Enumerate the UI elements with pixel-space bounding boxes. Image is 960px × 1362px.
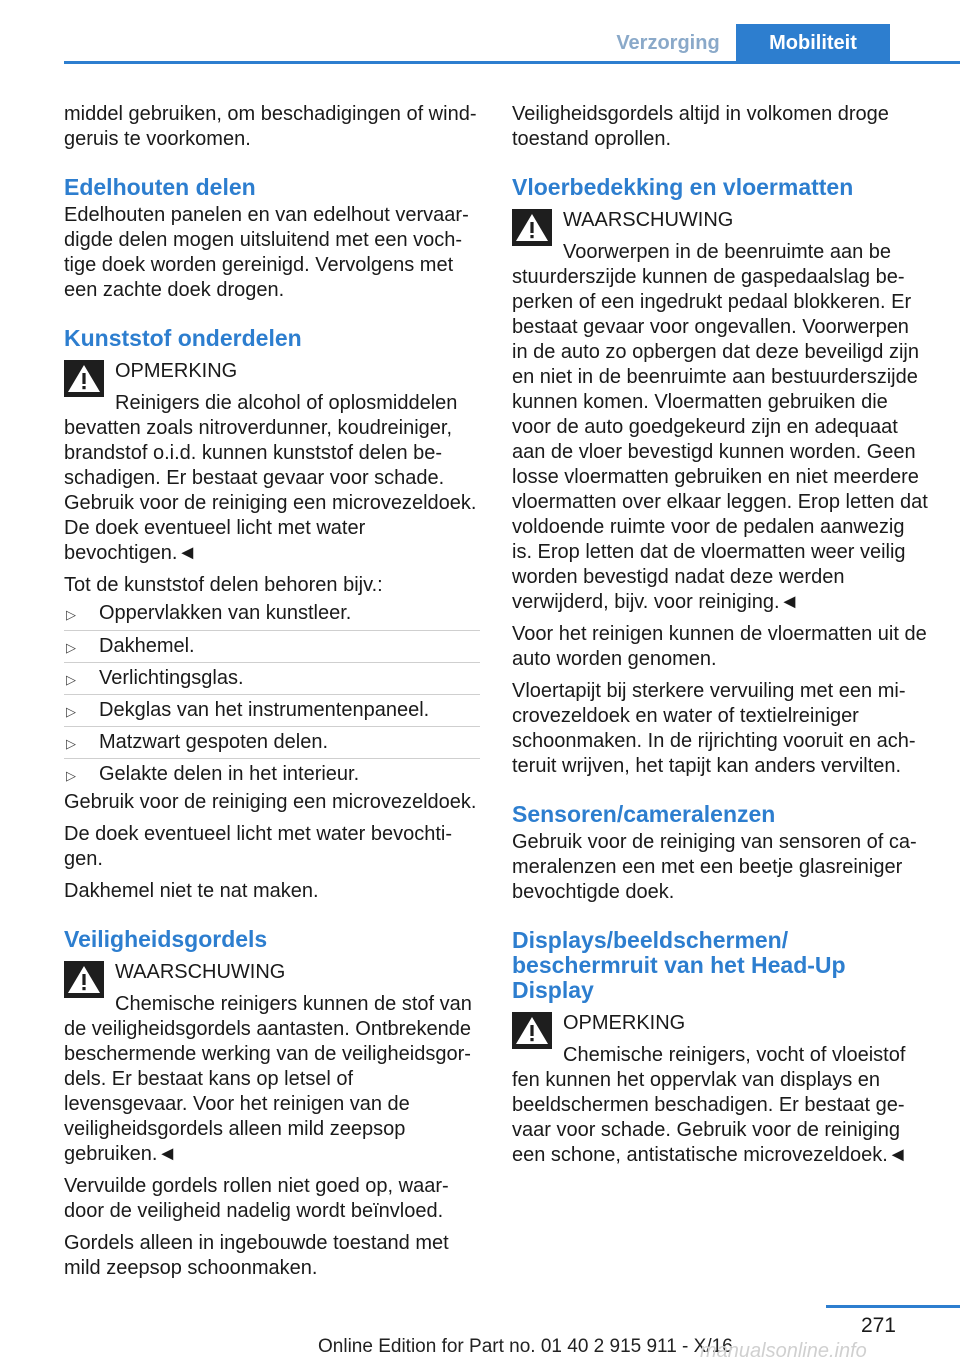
triangle-bullet-icon: ▷ — [66, 704, 76, 719]
triangle-bullet-icon: ▷ — [66, 607, 76, 622]
note-first-line: Reinigers die alcohol of oplosmiddelen — [115, 392, 458, 414]
triangle-bullet-icon: ▷ — [66, 768, 76, 783]
mats-paragraph-1: Voor het reinigen kunnen de vloermatten uit de auto worden genomen. — [512, 623, 927, 670]
heading-veiligheidsgordels: Veiligheidsgordels — [64, 926, 268, 952]
list-item — [64, 694, 480, 726]
warning-triangle-icon — [64, 360, 104, 397]
warning-triangle-icon — [512, 1012, 552, 1049]
list-item — [64, 758, 480, 790]
note-first-line: Voorwerpen in de beenruimte aan be — [563, 241, 892, 263]
heading-sensoren: Sensoren/cameralenzen — [512, 801, 776, 827]
left-column — [64, 102, 480, 1281]
right-column — [512, 102, 928, 1168]
list-item-text: Gelakte delen in het interieur. — [99, 763, 360, 785]
triangle-bullet-icon: ▷ — [66, 672, 76, 687]
wood-text: Edelhouten panelen en van edelhout vervaardigde delen mogen uitsluitend met een vochtige doek worden gereinigd. Vervolgens met een zachte doek drogen. — [64, 204, 469, 301]
heading-edelhouten-delen: Edelhouten delen — [64, 174, 256, 200]
note-label: WAARSCHUWING — [563, 209, 734, 231]
note-first-line: Chemische reinigers, vocht of vloeistof — [563, 1044, 906, 1066]
mats-note — [512, 208, 928, 615]
footer-rule — [826, 1305, 960, 1308]
plastic-intro: Tot de kunststof delen behoren bijv.: — [64, 574, 383, 596]
plastic-paragraph-2: De doek eventueel licht met water bevochtigen. — [64, 823, 452, 870]
edition-text: Online Edition for Part no. 01 40 2 915 911 - X/16 — [318, 1336, 733, 1357]
list-item — [64, 726, 480, 758]
note-body: de veiligheidsgordels aantasten. Ontbrekende beschermende werking van de veiligheidsgordels. Er bestaat kans op letsel of levensgevaar. Voor het reinigen van de veiligheidsgordels alleen mild zeepsop gebruiken.◄ — [64, 1018, 471, 1165]
list-item-text: Oppervlakken van kunstleer. — [99, 602, 352, 624]
plastic-paragraph-1: Gebruik voor de reiniging een microvezeldoek. — [64, 791, 477, 813]
note-body: fen kunnen het oppervlak van displays en beeldschermen beschadigen. Er bestaat gevaar voor schade. Gebruik voor de reiniging een schone, antistatische microvezeldoek.◄ — [512, 1069, 908, 1166]
intro-text: middel gebruiken, om beschadigingen of windgeruis te voorkomen. — [64, 103, 477, 150]
displays-note — [512, 1011, 928, 1168]
note-first-line: Chemische reinigers kunnen de stof van — [115, 993, 472, 1015]
list-item-text: Verlichtingsglas. — [99, 667, 244, 689]
list-item — [64, 662, 480, 694]
heading-kunststof-onderdelen: Kunststof onderdelen — [64, 325, 302, 351]
belts-note — [64, 960, 480, 1167]
belts-paragraph-1: Vervuilde gordels rollen niet goed op, waardoor de veiligheid nadelig wordt beïnvloed. — [64, 1175, 449, 1222]
triangle-bullet-icon: ▷ — [66, 640, 76, 655]
list-item — [64, 630, 480, 662]
watermark-text: manualsonline.info — [700, 1340, 867, 1362]
triangle-bullet-icon: ▷ — [66, 736, 76, 751]
list-item — [64, 598, 480, 630]
belts-paragraph-2: Gordels alleen in ingebouwde toestand met mild zeepsop schoonmaken. — [64, 1232, 449, 1279]
warning-triangle-icon — [64, 961, 104, 998]
warning-triangle-icon — [512, 209, 552, 246]
note-label: OPMERKING — [115, 360, 238, 382]
plastic-list — [64, 598, 480, 790]
heading-displays: Displays/beeldschermen/ beschermruit van het Head-Up Display — [512, 927, 846, 1003]
tab-verzorging[interactable]: Verzorging — [616, 32, 720, 54]
page-number: 271 — [860, 1314, 896, 1337]
belts-rolling-text: Veiligheidsgordels altijd in volkomen droge toestand oprollen. — [512, 103, 889, 150]
header-rule — [64, 61, 960, 64]
note-body: stuurderszijde kunnen de gaspedaalslag beperken of een ingedrukt pedaal blokkeren. Er bestaat gevaar voor ongevallen. Voorwerpen in de auto zo opbergen dat deze beveiligd zijn en niet in de beenruimte aan bestuurderszijde kunnen komen. Vloermatten gebruiken die voor de auto goedgekeurd zijn en adequaat aan de vloer bevestigd kunnen worden. Geen losse vloermatten gebruiken en niet meerdere vloermatten over elkaar leggen. Erop letten dat voldoende ruimte voor de pedalen aanwezig is. Erop letten dat de vloermatten weer veilig worden bevestigd nadat deze werden verwijderd, bijv. voor reiniging.◄ — [512, 266, 928, 613]
plastic-paragraph-3: Dakhemel niet te nat maken. — [64, 880, 319, 902]
note-label: OPMERKING — [563, 1012, 686, 1034]
sensors-text: Gebruik voor de reiniging van sensoren of cameralenzen een met een beetje glasreiniger bevochtigde doek. — [512, 831, 917, 903]
page-header — [0, 0, 960, 64]
list-item-text: Dakhemel. — [99, 635, 195, 657]
list-item-text: Dekglas van het instrumentenpaneel. — [99, 699, 430, 721]
tab-mobiliteit[interactable]: Mobiliteit — [736, 24, 890, 62]
note-label: WAARSCHUWING — [115, 961, 286, 983]
list-item-text: Matzwart gespoten delen. — [99, 731, 329, 753]
mats-paragraph-2: Vloertapijt bij sterkere vervuiling met een microvezeldoek en water of textielreiniger schoonmaken. In de rijrichting vooruit en achteruit wrijven, het tapijt kan anders vervilten. — [512, 680, 916, 777]
note-body: bevatten zoals nitroverdunner, koudreiniger, brandstof o.i.d. kunnen kunststof delen beschadigen. Er bestaat gevaar voor schade. Gebruik voor de reiniging een microvezeldoek. De doek eventueel licht met water bevochtigen.◄ — [64, 417, 477, 564]
plastic-note — [64, 359, 480, 566]
heading-vloerbedekking: Vloerbedekking en vloermatten — [512, 174, 854, 200]
